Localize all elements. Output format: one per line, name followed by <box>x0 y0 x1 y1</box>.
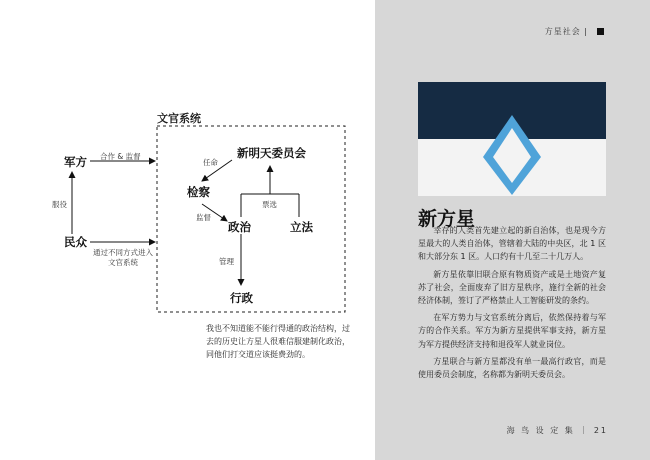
label-supervise: 监督 <box>196 213 211 222</box>
label-elect: 票选 <box>262 200 277 209</box>
node-administration: 行政 <box>230 291 253 305</box>
flag-diamond-emblem <box>418 82 606 196</box>
body-paragraph: 幸存的人类首先建立起的新自治体，也是现今方星最大的人类自治体，管辖着大陆的中央区，北 1 区和大部分东 1 区。人口约有十几至二十几万人。 <box>418 226 606 262</box>
running-header: 方星社会 | <box>544 27 588 36</box>
page-footer: 海 鸟 设 定 集 ｜ 21 <box>506 426 608 435</box>
body-paragraph: 新方星依靠旧联合原有物质资产或是土地资产复苏了社会，全面废弃了旧方星秩序，施行全新的社会经济体制，签订了严格禁止人工智能研发的条约。 <box>418 269 606 306</box>
node-legislation: 立法 <box>290 220 313 234</box>
node-council: 新明天委员会 <box>237 146 306 160</box>
label-appoint: 任命 <box>203 158 218 167</box>
body-paragraph: 在军方势力与文官系统分离后，依然保持着与军方的合作关系。军方为新方星提供军事支持，新方星为军方提供经济支持和退役军人就业岗位。 <box>418 313 606 349</box>
label-manage: 管理 <box>219 257 234 266</box>
node-procuratorate: 检察 <box>187 185 210 199</box>
diagram-caption: 我也不知道能不能行得通的政治结构，过去的历史让方星人很难信服建制化政治，同他们打交道应该挺费劲的。 <box>206 324 350 359</box>
node-military: 军方 <box>64 155 87 169</box>
node-people: 民众 <box>64 235 87 249</box>
new-fangxing-flag <box>418 82 606 196</box>
section-body <box>418 224 606 385</box>
label-via-system: 通过不同方式进入 文官系统 <box>93 248 153 267</box>
section-title: 新方星 <box>418 208 476 230</box>
label-military-service: 服役 <box>52 200 67 209</box>
header-square-mark <box>597 28 604 35</box>
body-paragraph: 方星联合与新方星都没有单一最高行政官，而是使用委员会制度，名称都为新明天委员会。 <box>418 356 606 380</box>
node-politics: 政治 <box>228 220 251 234</box>
label-cooperation-supervision: 合作 & 监督 <box>100 152 141 161</box>
civil-service-label: 文官系统 <box>157 112 201 125</box>
